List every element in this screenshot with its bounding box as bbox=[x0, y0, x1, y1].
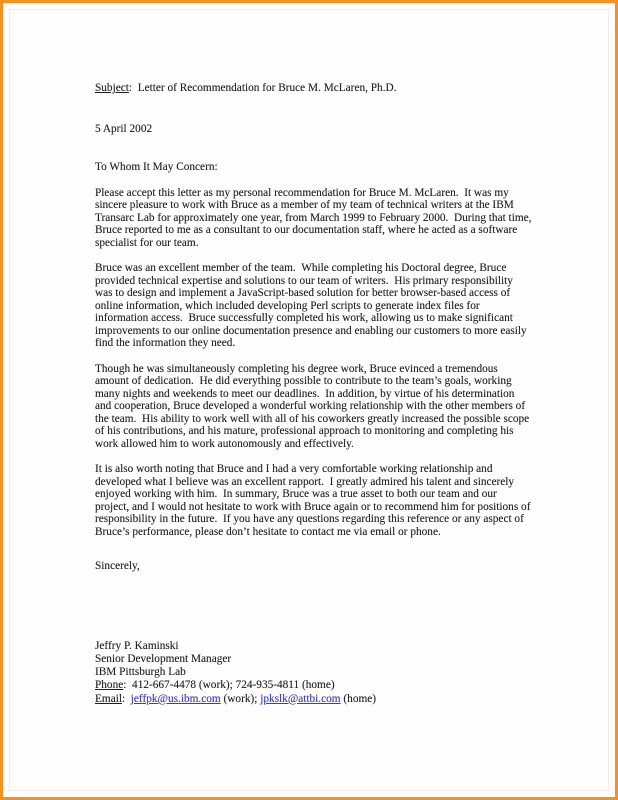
subject-separator: : bbox=[128, 82, 138, 94]
paragraph-2: Bruce was an excellent member of the team. While completing his Doctoral degree, Bruce provided technical expertise and solutions to our team of writers. His primary responsibility was to design and implement a JavaScript-based solution for better browser-based access of online information, which included developing Perl scripts to generate index files for information access. Bruce successfully completed his work, allowing us to make significant improvements to our online documentation presence and enabling our customers to more easily find the information they need. bbox=[95, 262, 530, 349]
work-email-note: (work); bbox=[220, 692, 261, 705]
phone-line bbox=[95, 679, 533, 692]
letter-page bbox=[3, 3, 615, 706]
email-label: Email bbox=[95, 692, 122, 705]
signature-title: Senior Development Manager bbox=[95, 652, 232, 665]
signature-organization: IBM Pittsburgh Lab bbox=[95, 666, 186, 679]
paragraph-4: It is also worth noting that Bruce and I had a very comfortable working relationship and developed what I believe was an excellent rapport. I greatly admired his talent and sincerely enjoyed working with him. In summary, Bruce was a true asset to both our team and our project, and I would not hesitate to work with Bruce again or to recommend him for positions of responsibility in the future. If you have any questions regarding this reference or any aspect of Bruce’s performance, please don’t hesitate to contact me via email or phone. bbox=[95, 463, 534, 538]
subject-line bbox=[95, 82, 533, 95]
phone-value: 412-667-4478 (work); 724-935-4811 (home) bbox=[132, 679, 335, 692]
subject-label: Subject bbox=[95, 82, 129, 94]
paragraph-3: Though he was simultaneously completing his degree work, Bruce evinced a tremendous amount of dedication. He did everything possible to contribute to the team’s goals, working many nights and weekends to meet our deadlines. In addition, by virtue of his determination and cooperation, Bruce developed a wonderful working relationship with the other members of the team. His ability to work well with all of his coworkers greatly increased the possible scope of his contributions, and his mature, professional approach to monitoring and completing his work allowed him to work autonomously and effectively. bbox=[95, 362, 533, 450]
home-email-note: (home) bbox=[340, 692, 377, 705]
closing: Sincerely, bbox=[95, 560, 140, 572]
phone-label: Phone bbox=[95, 679, 124, 692]
phone-separator: : bbox=[123, 679, 133, 692]
work-email-link[interactable]: jeffpk@us.ibm.com bbox=[130, 692, 221, 705]
paragraph-1: Please accept this letter as my personal recommendation for Bruce M. McLaren. It was my sincere pleasure to work with Bruce as a member of my team of technical writers at the IBM Transarc Lab for approximately one year, from March 1999 to February 2000. During that time, Bruce reported to me as a consultant to our documentation staff, where he acted as a software specialist for our team. bbox=[95, 186, 535, 249]
salutation: To Whom It May Concern: bbox=[95, 161, 218, 173]
home-email-link[interactable]: jpkslk@attbi.com bbox=[260, 692, 341, 705]
email-line bbox=[95, 693, 533, 706]
letter-date: 5 April 2002 bbox=[95, 122, 153, 135]
email-separator: : bbox=[121, 692, 131, 705]
subject-text: Letter of Recommendation for Bruce M. McLaren, Ph.D. bbox=[137, 82, 397, 94]
signature-block bbox=[95, 640, 533, 706]
signature-name: Jeffry P. Kaminski bbox=[95, 639, 179, 652]
